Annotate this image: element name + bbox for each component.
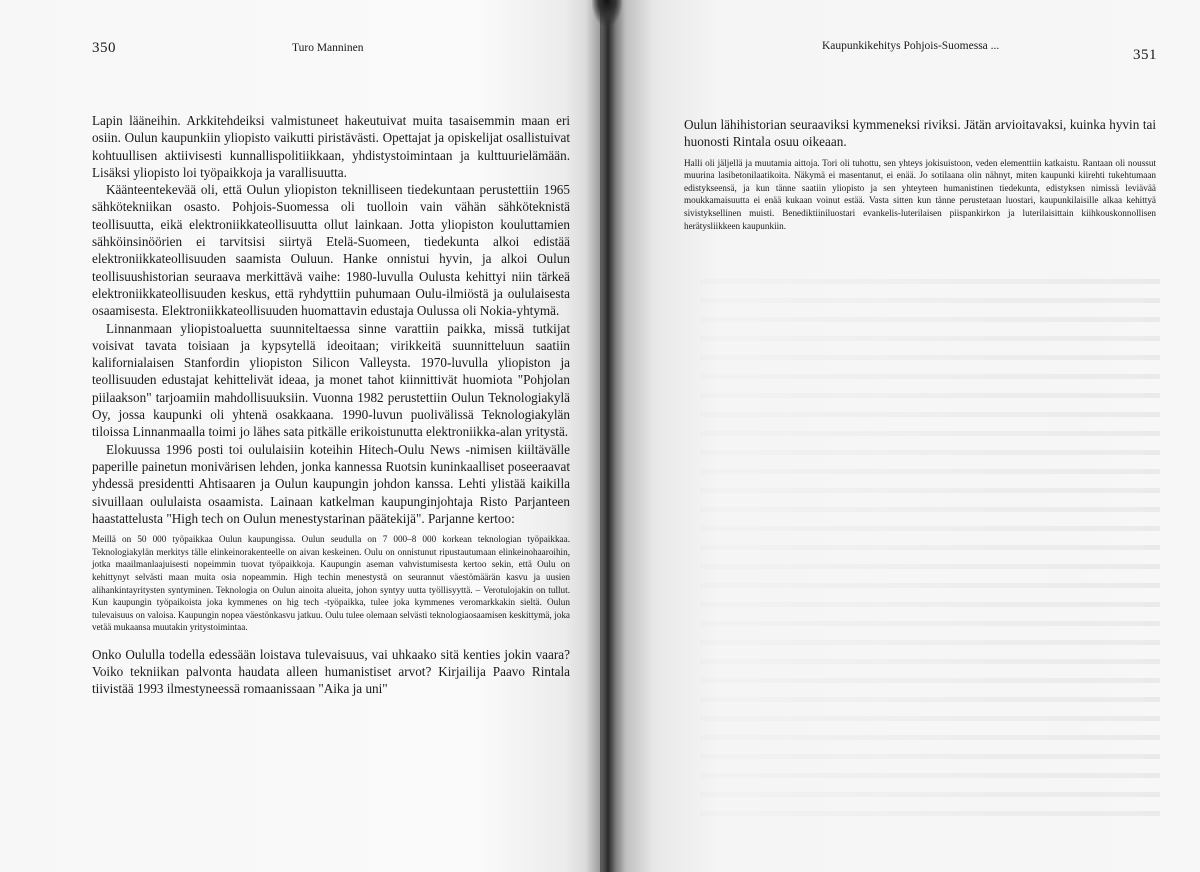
paragraph: Linnanmaan yliopistoaluetta suunniteltaessa sinne varattiin paikka, missä tutkijat voisivat tavata toisiaan ja kypsytellä ideoitaan; virikkeitä suunnitteluun saatiin kalifornialaisen Stanfordin yliopiston Silicon Valleysta. 1970-luvulla yliopiston ja teollisuuden edustajat kehittelivät ideaa, ja monet tahot kiinnittivät huomiota "Pohjolan piilaakson" tarjoamiin mahdollisuuksiin. Vuonna 1982 perustettiin Oulun Teknologiakylä Oy, jossa kaupunki oli yhtenä osakkaana. 1990-luvun puolivälissä Teknologiakylän tiloissa Linnanmaalla toimi jo lähes sata pitkälle erikoistunutta elektroniikka-alan yritystä. (92, 320, 570, 440)
paragraph: Oulun lähihistorian seuraaviksi kymmeneksi riviksi. Jätän arvioitavaksi, kuinka hyvin tai huonosti Rintala osuu oikeaan. (684, 117, 1156, 150)
right-running-head: Kaupunkikehitys Pohjois-Suomessa ... (822, 40, 1000, 52)
book-spine (586, 0, 626, 872)
show-through-text (700, 268, 1160, 828)
right-page-body (684, 116, 1156, 232)
right-page-number: 351 (1133, 47, 1157, 63)
block-quote (684, 157, 1156, 233)
block-quote (92, 533, 570, 634)
quote-text: Halli oli jäljellä ja muutamia aittoja. Tori oli tuhottu, sen yhteys jokisuistoon, veden elementtiin katkaistu. Rantaan oli noussut muurina lasibetonilaatikoita. Näkymä ei masentanut, ei enää. Jo sotilaana olin nähnyt, miten kaupunki kiirehti tukehtumaan edistykseensä, ja kun tänne saatiin yliopisto ja sen yhteyteen humanistinen tiedekunta, edistyksen nimissä leviävää moukkamaisuutta ei enää kukaan voinut estää. Vasta sitten kun tänne perustetaan luostari, kaupunkilaisille alkaa kehittyä sivistyksellinen muisti. Benediktiiniluostari evankelis-luterilaisen piispankirkon ja luterilaisittain kiihkouskonnollisen herätysliikkeen kaupunkiin. (684, 157, 1156, 231)
spine-shadow (592, 0, 622, 26)
left-running-head: Turo Manninen (292, 42, 364, 54)
paragraph: Onko Oululla todella edessään loistava tulevaisuus, vai uhkaako sitä kenties jokin vaara? Voiko tekniikan palvonta haudata alleen humanistiset arvot? Kirjailija Paavo Rintala tiivistää 1993 ilmestyneessä romaanissaan "Aika ja uni" (92, 646, 570, 697)
closing-text (92, 646, 570, 698)
paragraph: Käänteentekevää oli, että Oulun yliopiston teknilliseen tiedekuntaan perustettiin 1965 sähkötekniikan osasto. Pohjois-Suomessa oli tuolloin vain vähän sähköteknistä teollisuutta, eikä elektroniikkateollisuutta ollut lainkaan. Jotta yliopiston kouluttamien sähköinsinöörien ei tarvitsisi siirtyä Etelä-Suomeen, tiedekunta alkoi edistää elektroniikkateollisuuden saamista Ouluun. Hanke onnistui hyvin, ja alkoi Oulun teollisuushistorian seuraava merkittävä vaihe: 1980-luvulla Oulusta kehittyi niin tärkeä elektroniikkateollisuuden keskus, että ryhdyttiin puhumaan Oulu-ilmiöstä ja oululaisesta osaamisesta. Elektroniikkateollisuuden huomattavin edustaja Oulussa oli Nokia-yhtymä. (92, 182, 570, 319)
right-body-text (684, 116, 1156, 151)
paragraph: Elokuussa 1996 posti toi oululaisiin koteihin Hitech-Oulu News -nimisen kiiltävälle paperille painetun monivärisen lehden, jonka kannessa Ruotsin kuninkaalliset poseeraavat yhdessä presidentti Ahtisaaren ja Oulun kaupungin johdon kanssa. Lehti ylistää kaikilla sivuillaan oululaista osaamista. Lainaan katkelman kaupunginjohtaja Risto Parjanteen haastattelusta "High tech on Oulun menestystarinan päätekijä". Parjanne kertoo: (92, 441, 570, 526)
paragraph: Lapin lääneihin. Arkkitehdeiksi valmistuneet hakeutuivat muita tasaisemmin maan eri osiin. Oulun kaupunkiin yliopisto vaikutti piristävästi. Opettajat ja opiskelijat osallistuivat kohtuullisen aktiivisesti kunnallispolitiikkaan, yhdistystoimintaan ja kulttuurielämään. Lisäksi yliopisto loi työpaikkoja ja varallisuutta. (92, 113, 570, 180)
left-body-text (92, 112, 570, 527)
quote-text: Meillä on 50 000 työpaikkaa Oulun kaupungissa. Oulun seudulla on 7 000–8 000 korkean teknologian työpaikkaa. Teknologiakylän merkitys tälle elinkeinorakenteelle on aivan keskeinen. Oulu on onnistunut ripustautumaan elinkeinohaaroihin, jotka maailmanlaajuisesti nopeimmin tuovat työpaikkoja. Kaupungin aseman vahvistumisesta kertoo sekin, että Oulu on kehittynyt selvästi maan muita osia nopeammin. High techin menestystä on seurannut väestömäärän kasvu ja uusien alihankintayritysten syntyminen. Teknologia on Oulun ainoita alueita, johon syntyy uutta työllisyyttä. – Verotulojakin on tullut. Kun kaupungin työpaikoista joka kymmenes on hig tech -työpaikka, tulee joka kymmenes veromarkkakin sieltä. Oulun tulevaisuus on valoisa. Kaupungin nopea väestönkasvu jatkuu. Oulu tulee olemaan selvästi teknologiaosaamisen keskittymä, joka vetää mukaansa muutakin yritystoimintaa. (92, 534, 570, 633)
left-page-number: 350 (92, 40, 116, 56)
left-page-body (92, 112, 570, 698)
